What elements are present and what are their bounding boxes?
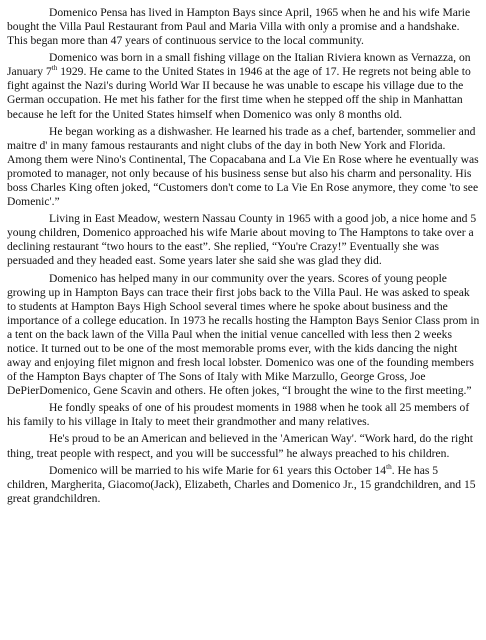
paragraph-family: Domenico will be married to his wife Marie for 61 years this October 14th. He has 5 children, Margherita, Giacomo(Jack), Elizabeth, Charles and Domenico Jr., 15 grandchildren, and 15 great grandchildren. bbox=[7, 462, 476, 505]
paragraph-arrival: Domenico Pensa has lived in Hampton Bays since April, 1965 when he and his wife Marie bought the Villa Paul Restaurant from Paul and Maria Villa with only a promise and a handshake. This began more than 47 years of continuous service to the local community. bbox=[7, 6, 471, 48]
paragraph-american-way: He's proud to be an American and believed in the 'American Way'. “Work hard, do the right thing, treat people with respect, and you will be successful” he always preached to his children. bbox=[7, 432, 474, 460]
paragraph-move-east: Living in East Meadow, western Nassau County in 1965 with a good job, a nice home and 5 young children, Domenico approached his wife Marie about moving to The Hamptons to take over a declining restaurant “two hours to the east”. She replied, “You're Crazy!” Eventually she was persuaded and they headed east. Some years later she said she was glad they did. bbox=[7, 212, 477, 268]
paragraph-career: He began working as a dishwasher. He learned his trade as a chef, bartender, sommelier and maitre d' in many famous restaurants and night clubs of the day in both New York and Florida. Among them were Nino's Continental, The Copacabana and La Vie En Rose where he eventually was promoted to manager, not only because of his business sense but also his charm and personality. His boss Charles King often joked, “Customers don't come to La Vie En Rose anymore, they come 'to see Domenic'.” bbox=[7, 124, 479, 208]
paragraph-early-life: Domenico was born in a small fishing village on the Italian Riviera known as Vernazza, on January 7th 1929. He came to the United States in 1946 at the age of 17. He regrets not being able to fight against the Nazi's during World War II because he was unable to escape his village due to the German occupation. He met his father for the first time when he stepped off the ship in Manhattan because he left for the United States himself when Domenico was only 8 months old. bbox=[7, 51, 471, 121]
paragraph-family-trip: He fondly speaks of one of his proudest moments in 1988 when he took all 25 members of his family to his village in Italy to meet their grandmother and many relatives. bbox=[7, 401, 470, 429]
biography-document bbox=[7, 6, 481, 506]
paragraph-community: Domenico has helped many in our community over the years. Scores of young people growing up in Hampton Bays can trace their first jobs back to the Villa Paul. He was asked to speak to students at Hampton Bays High School several times where he spoke about business and the importance of a college education. In 1973 he recalls hosting the Hampton Bays Senior Class prom in a tent on the back lawn of the Villa Paul when the initial venue cancelled with less then 2 weeks notice. It turned out to be one of the most memorable proms ever, with the kids dancing the night away and enjoying filet mignon and fresh local lobster. Domenico was one of the founding members of the Hampton Bays chapter of The Sons of Italy with Mike Marzullo, George Gross, Joe DePierDomenico, Gene Scavin and others. He often jokes, “I brought the wine to the first meeting.” bbox=[7, 271, 480, 397]
